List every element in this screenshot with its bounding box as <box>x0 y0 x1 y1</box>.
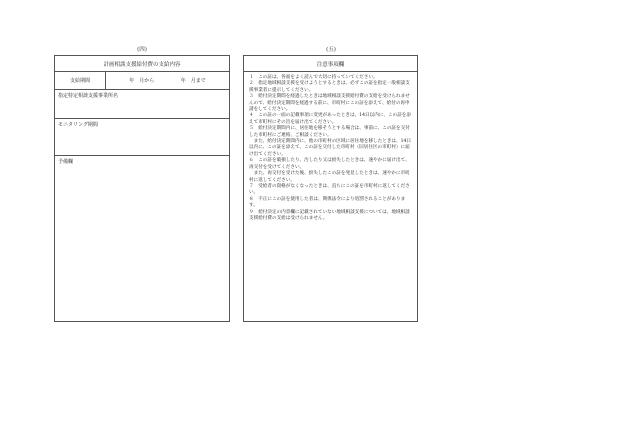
payment-content-panel <box>54 55 230 322</box>
payment-content-title: 計画相談支援給付費の支給内容 <box>55 56 229 72</box>
note-item: ８ 不正にこの証を使用した者は、関係法令により処罰されることがあります。 <box>249 196 406 209</box>
notes-list <box>244 72 417 225</box>
note-item: ５ 給付決定期間内に、居住地を移そうとする場合は、事前に、この証を交付した市町村にご連絡、ご相談ください。 <box>249 126 410 138</box>
monitoring-period-row <box>55 119 229 156</box>
period-to-text: 年 月まで <box>180 78 206 84</box>
payment-period-value <box>106 72 229 89</box>
office-name-label: 指定特定相談支援事業所名 <box>58 93 119 99</box>
period-from-text: 年 月から <box>129 78 155 84</box>
note-item: ７ 受給者の資格がなくなったときは、直ちにこの証を市町村に返してください。 <box>249 183 410 196</box>
note-item: １ この証は、各面をよく読んで大切に持っていてください。 <box>249 75 378 80</box>
note-item: ６ この証を破損したり、汚したり又は紛失したときは、速やかに届け出て、再交付を受けてください。 <box>249 158 410 170</box>
note-item: また、再交付を受けた後、紛失したこの証を発見したときは、速やかに市町村に返してください。 <box>249 171 410 183</box>
note-item: また、給付決定期間内に、他の市町村の区域に居住地を移したときは、14日以内に、この証を添えて、この証を交付した市町村（旧居住区の市町村）に届け出てください。 <box>249 139 412 157</box>
note-item: ３ 給付決定期間を経過したときは地域相談支援給付費の支給を受けられませんので、給付決定期間を経過する前に、市町村にこの証を添えて、給付の再申請をしてください。 <box>249 94 410 113</box>
note-item: ４ この証の一面の記載事項に変更があったときは、14日以内に、この証を添えて市町村にその旨を届け出てください。 <box>249 113 411 125</box>
notes-panel <box>243 55 418 322</box>
note-item: ２ 指定地域相談支援を受けようとするときは、必ずこの証を指定一般相談支援事業者に提示してください。 <box>249 81 410 93</box>
payment-period-label: 支給期間 <box>55 72 106 89</box>
office-name-row <box>55 90 229 119</box>
notes-title: 注意事項欄 <box>244 56 417 72</box>
monitoring-period-label: モニタリング期間 <box>58 122 98 128</box>
memo-row <box>55 156 229 167</box>
page-label-four: (四) <box>137 47 147 53</box>
memo-label: 予備欄 <box>58 159 74 165</box>
payment-period-row <box>55 72 229 90</box>
note-item: ９ 給付決定の内容欄に記載されていない地域相談支援については、地域相談支援給付費の支給は受けられません。 <box>249 209 410 221</box>
page-label-five: (五) <box>326 47 336 53</box>
